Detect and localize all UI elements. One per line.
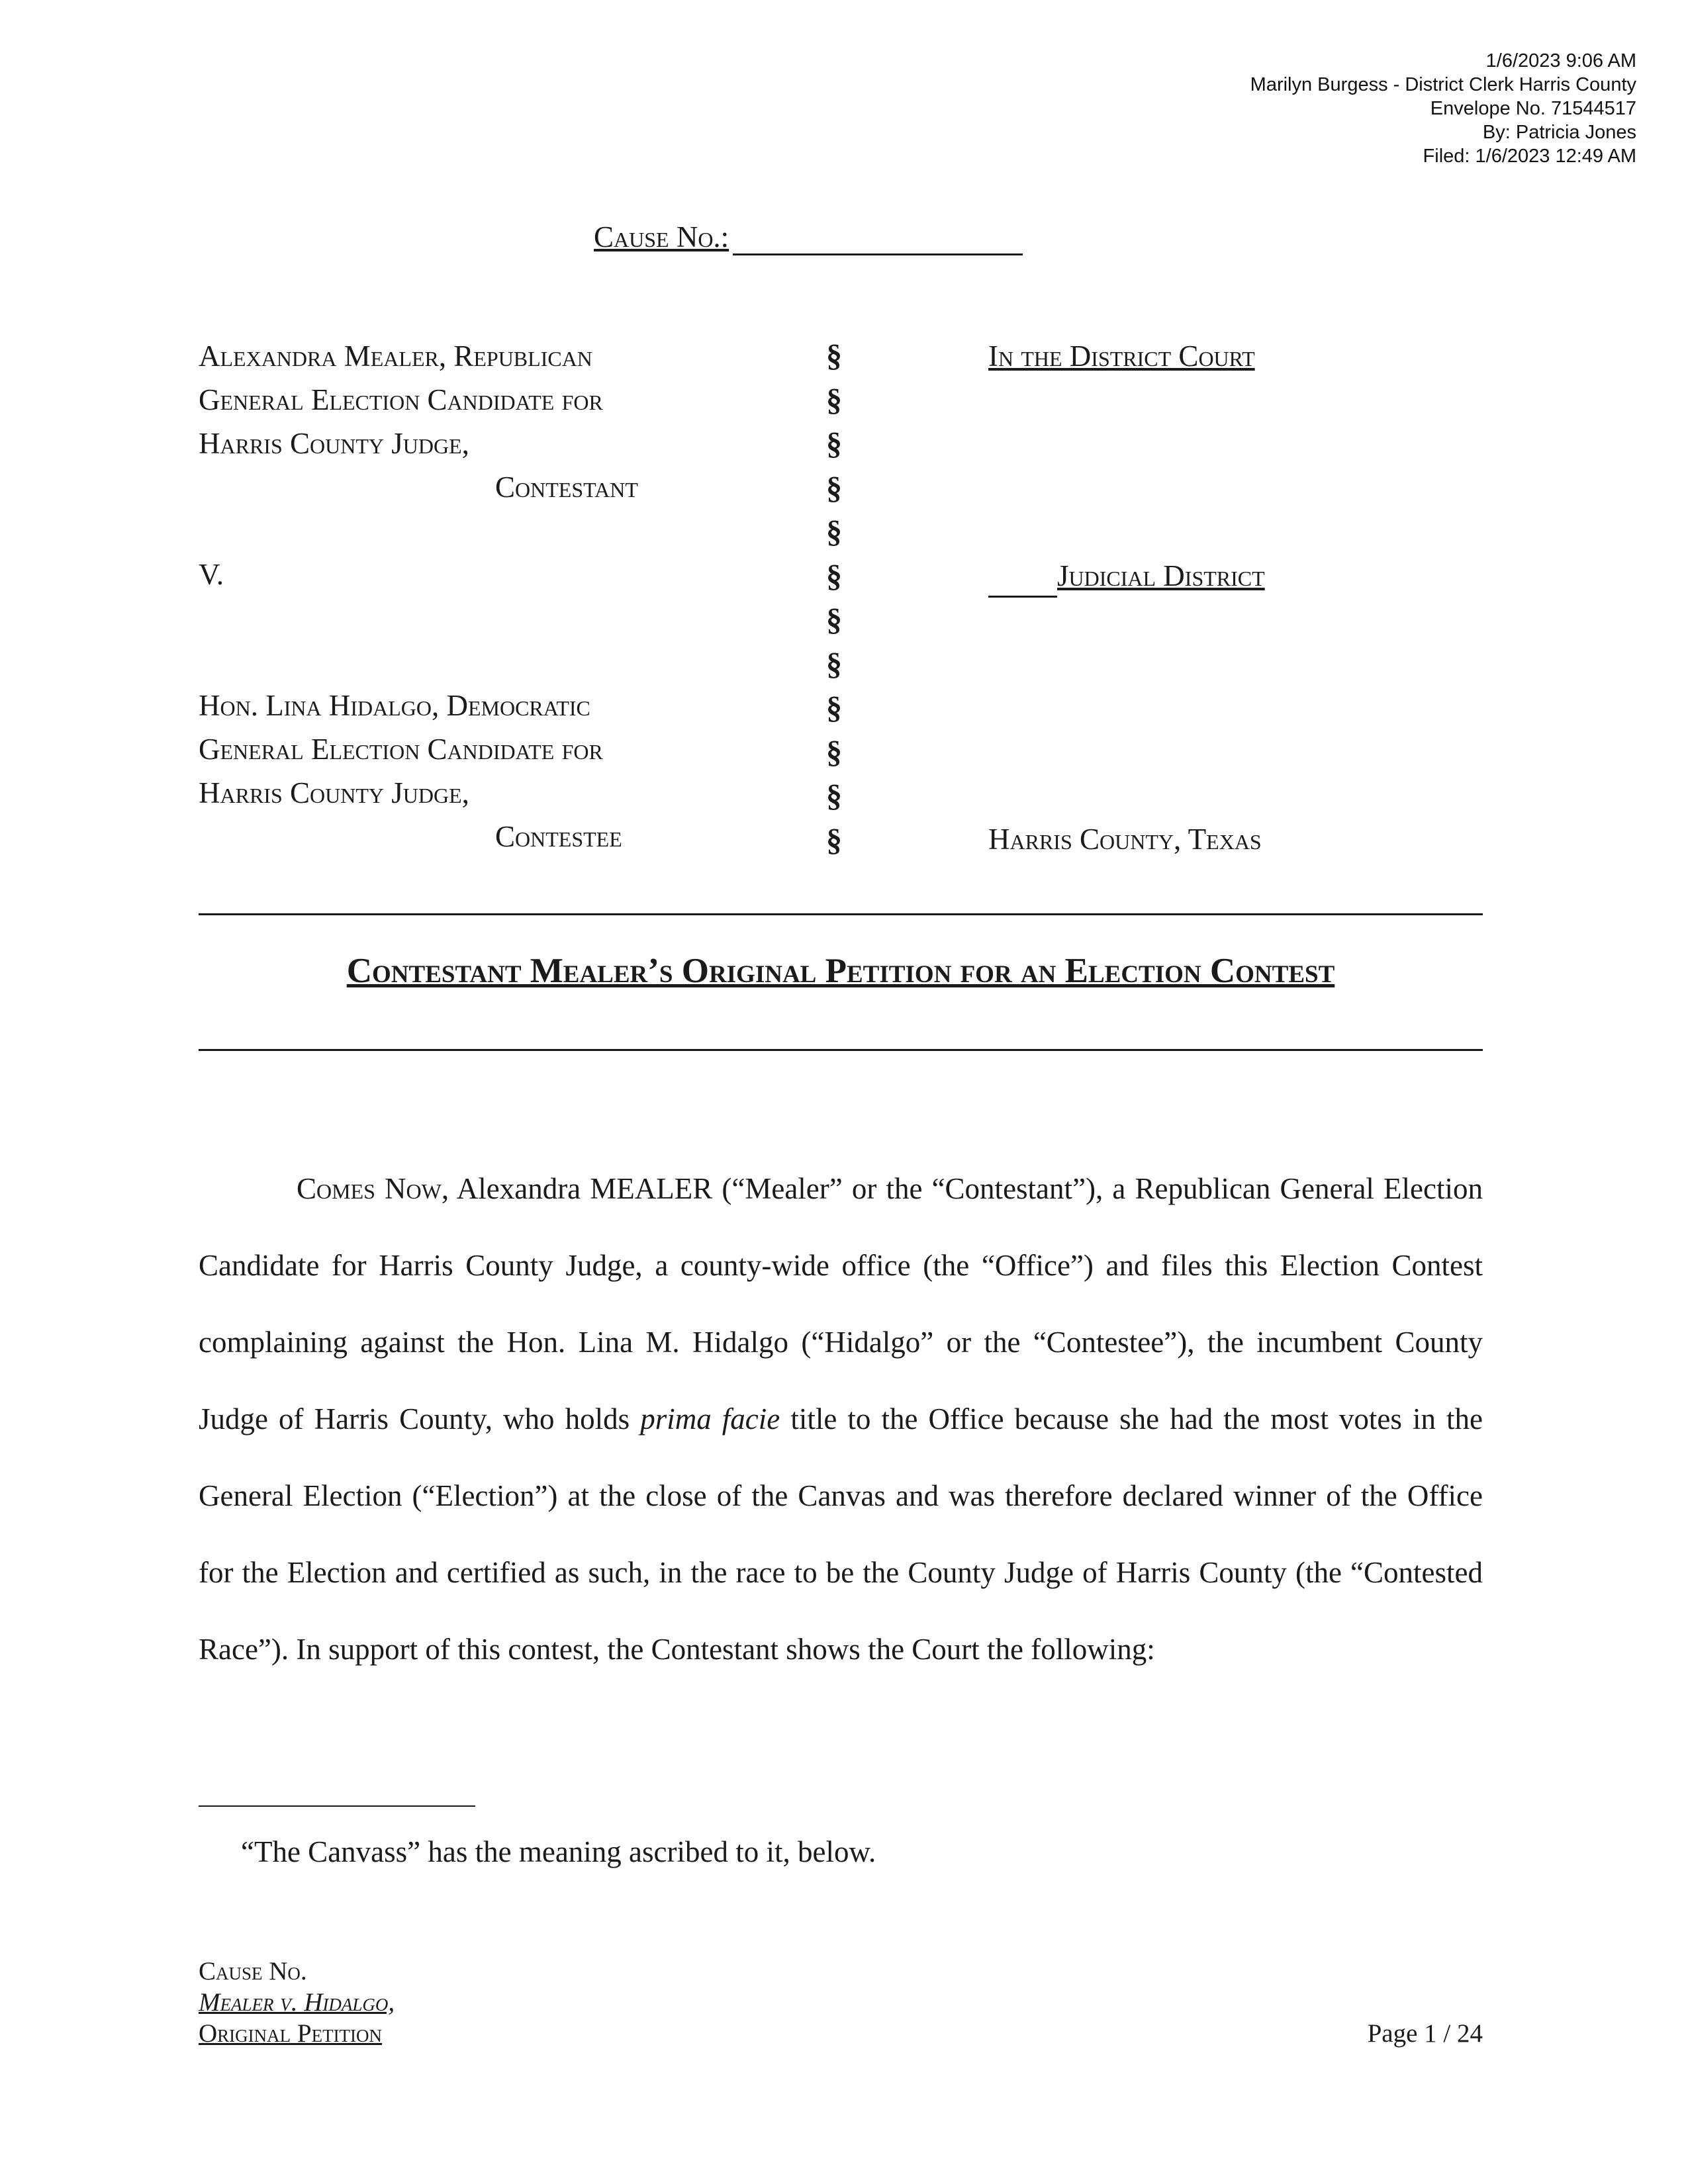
contestant-role: Contestant: [495, 471, 638, 504]
section-symbol: §: [826, 778, 842, 813]
footnote-separator: [199, 1805, 475, 1807]
footer-cause: Cause No.: [199, 1957, 307, 1985]
contestee-line-2: General Election Candidate for: [199, 733, 603, 766]
footer-case-name: Mealer v. Hidalgo,: [199, 1988, 395, 2017]
judicial-district: [988, 554, 1265, 598]
stamp-by: By: Patricia Jones: [1482, 122, 1636, 143]
section-symbol: §: [826, 602, 842, 637]
stamp-envelope: Envelope No. 71544517: [1430, 98, 1636, 119]
section-symbol-column: [814, 334, 854, 862]
section-symbol: §: [826, 558, 842, 594]
caption-parties: [199, 334, 781, 858]
section-symbol: §: [826, 426, 842, 461]
judicial-district-label: Judicial District: [1057, 559, 1265, 592]
section-symbol: §: [826, 646, 842, 682]
page-number: Page 1 / 24: [1367, 2019, 1483, 2048]
cause-number: [594, 218, 1023, 255]
section-symbol: §: [826, 690, 842, 725]
body-paragraph: [199, 1150, 1483, 1688]
district-number-blank: [988, 567, 1057, 598]
contestee-role: Contestee: [495, 820, 622, 853]
footnote: “The Canvass” has the meaning ascribed to it, below.: [241, 1835, 876, 1868]
title-rule-top: [199, 913, 1483, 915]
stamp-filed: Filed: 1/6/2023 12:49 AM: [1423, 146, 1636, 167]
contestee-line-3: Harris County Judge,: [199, 776, 469, 809]
cause-number-blank: [733, 226, 1023, 255]
title-rule-bottom: [199, 1049, 1483, 1051]
stamp-clerk: Marilyn Burgess - District Clerk Harris County: [1250, 74, 1636, 95]
footer-document: Original Petition: [199, 2019, 383, 2048]
versus: V.: [199, 558, 224, 591]
county-name: Harris County, Texas: [988, 823, 1262, 856]
section-symbol: §: [826, 822, 842, 858]
cause-number-label: Cause No.:: [594, 220, 729, 253]
contestant-line-3: Harris County Judge,: [199, 427, 469, 460]
body-text-part-2: title to the Office because she had the most votes in the General Election (“Election”) at the close of the Canvas and was therefore declared winner of the Office for the Election and certified as such, in the race to be the County Judge of Harris County (the “Contested Race”). In support of this contest, the Contestant shows the Court the following:: [199, 1402, 1483, 1666]
body-text-part-1: , Alexandra MEALER (“Mealer” or the “Contestant”), a Republican General Election Candidate for Harris County Judge, a county-wide office (the “Office”) and files this Election Contest complaining against the Hon. Lina M. Hidalgo (“Hidalgo” or the “Contestee”), the incumbent County Judge of Harris County, who holds: [199, 1172, 1483, 1435]
footer-case-info: [199, 1956, 395, 2049]
contestee-line-1: Hon. Lina Hidalgo, Democratic: [199, 689, 590, 722]
contestant-line-2: General Election Candidate for: [199, 383, 603, 416]
stamp-datetime: 1/6/2023 9:06 AM: [1485, 50, 1636, 71]
lead-in: Comes Now: [297, 1172, 442, 1205]
section-symbol: §: [826, 514, 842, 549]
section-symbol: §: [826, 338, 842, 373]
section-symbol: §: [826, 382, 842, 418]
section-symbol: §: [826, 734, 842, 770]
section-symbol: §: [826, 470, 842, 506]
filing-stamp: [1250, 49, 1636, 168]
document-title: Contestant Mealer’s Original Petition for an Election Contest: [346, 952, 1335, 990]
court-name: In the District Court: [988, 340, 1255, 373]
contestant-line-1: Alexandra Mealer, Republican: [199, 340, 592, 373]
italic-term: prima facie: [640, 1402, 780, 1435]
